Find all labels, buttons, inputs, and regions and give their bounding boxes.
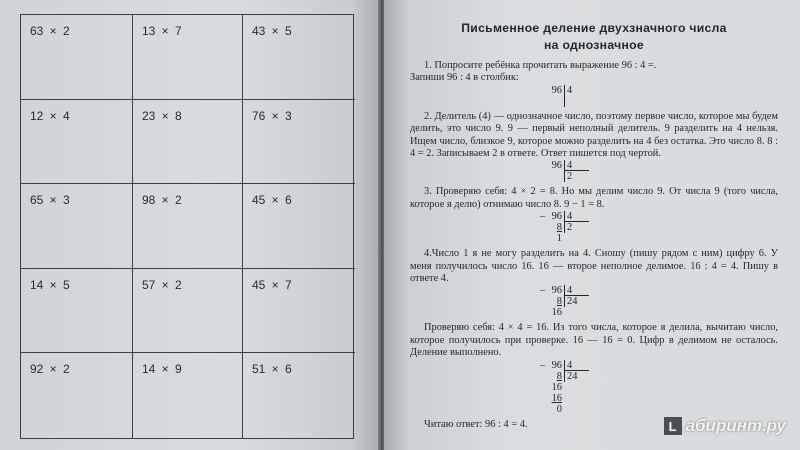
page-title: Письменное деление двухзначного числа на однозначное: [461, 21, 727, 52]
grid-cell: 57 × 2: [133, 269, 243, 354]
grid-cell: 13 × 7: [133, 15, 243, 100]
grid-cell: 63 × 2: [21, 15, 133, 100]
grid-cell: 98 × 2: [133, 184, 243, 269]
grid-cell: 43 × 5: [243, 15, 355, 100]
answer-text: Читаю ответ: 96 : 4 = 4.: [424, 418, 528, 430]
lesson-text: [410, 20, 778, 431]
division-example-1: 96 4: [538, 85, 778, 107]
division-example-4: _ 96 4 8 24 16: [538, 285, 778, 318]
grid-cell: 65 × 3: [21, 184, 133, 269]
step-4-text: 4.Число 1 я не могу разделить на 4. Сношу (пишу рядом с ним) цифру 6. У меня получилось число 16. 16 — второе неполное делимое. 16 : 4 = 4. Пишу в ответе 4.: [410, 248, 778, 285]
labirint-logo-icon: L: [664, 417, 682, 435]
grid-cell: 45 × 6: [243, 184, 355, 269]
grid-cell: 12 × 4: [21, 100, 133, 185]
division-example-3: _ 96 4 8 2 1: [538, 211, 778, 244]
grid-cell: 76 × 3: [243, 100, 355, 185]
step-1-instruction: Запиши 96 : 4 в столбик:: [410, 72, 519, 84]
step-3-text: 3. Проверяю себя: 4 × 2 = 8. Но мы делим число 9. От числа 9 (того числа, которое я делю) отнимаю число 8. 9 − 1 = 8.: [410, 186, 778, 210]
grid-cell: 14 × 5: [21, 269, 133, 354]
grid-cell: 51 × 6: [252, 362, 292, 377]
division-example-2: 96 4 2: [538, 160, 778, 182]
watermark: [664, 416, 786, 436]
grid-cell: 14 × 9: [133, 353, 243, 438]
step-1-text: 1. Попросите ребёнка прочитать выражение 96 : 4 =.: [424, 60, 657, 71]
division-example-5: _ 96 4 8 24 16 16 0: [538, 360, 778, 415]
grid-cell: 23 × 8: [133, 100, 243, 185]
grid-cell: 92 × 2: [21, 353, 133, 438]
step-5-text: Проверяю себя: 4 × 4 = 16. Из того числа, которое я делила, вычитаю число, которое получилось при проверке. 16 — 16 = 0. Цифр в делимом не осталось. Деление выполнено.: [410, 322, 778, 359]
watermark-text: абиринт.ру: [685, 416, 786, 435]
step-2-text: 2. Делитель (4) — однозначное число, поэтому первое число, которое мы будем делить, это число 9. 9 — первый неполный делитель. 9 разделить на 4 нельзя. Ищем число, близкое 9, которое можно разделить на 4 без остатка. Это число 8. 8 : 4 = 2. Записываем 2 в ответе. Ответ пишется под чертой.: [410, 110, 778, 160]
grid-cell: 45 × 7: [243, 269, 355, 354]
exercise-grid: [20, 14, 354, 439]
